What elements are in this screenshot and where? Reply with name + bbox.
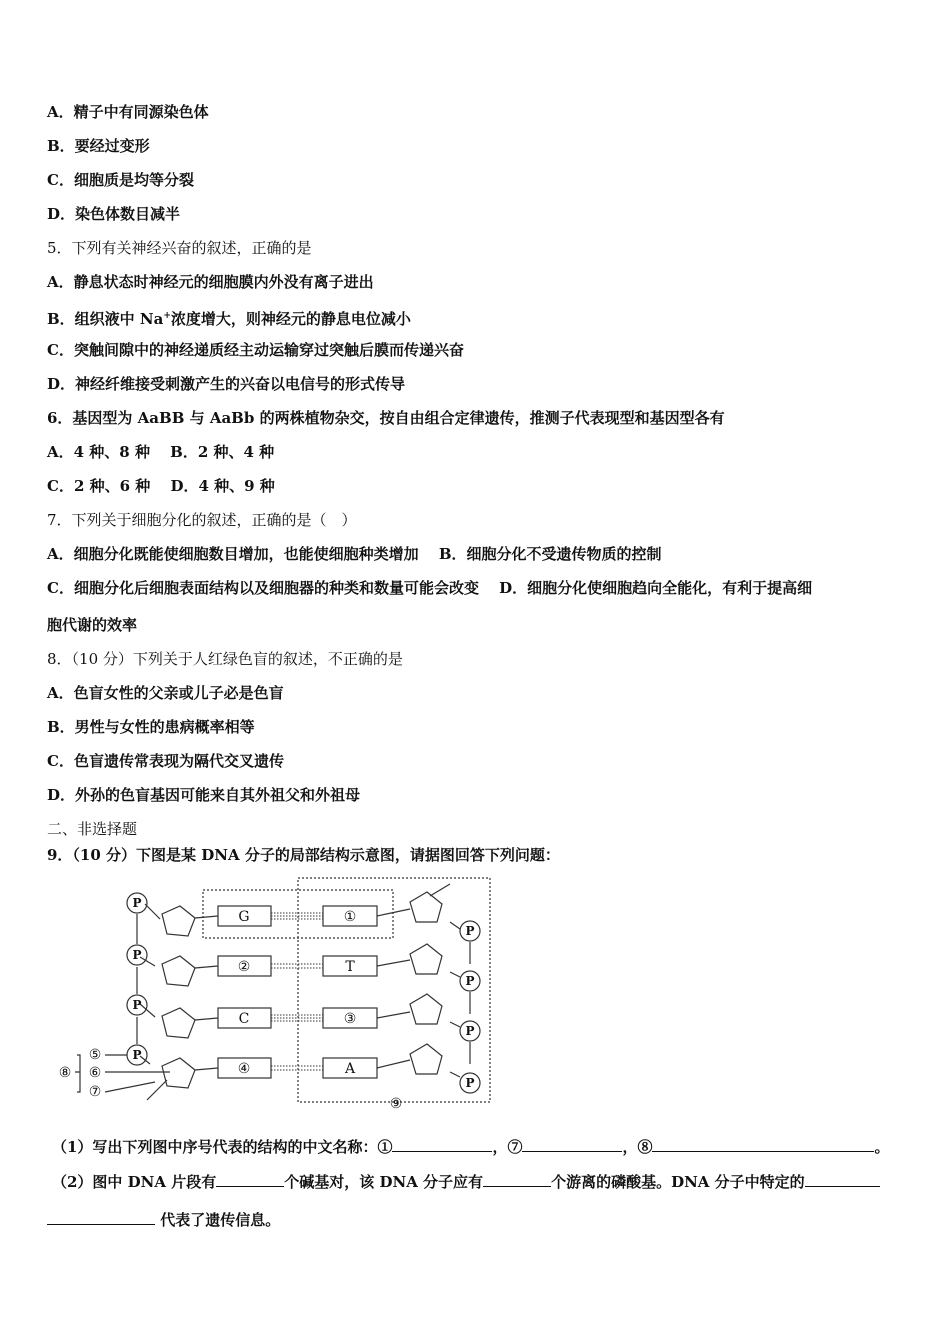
deoxyribose-right-1	[410, 892, 442, 922]
base-label-right: ③	[343, 1011, 357, 1027]
q8-option-b: B．男性与女性的患病概率相等	[47, 718, 255, 736]
label-seven: ⑦	[88, 1084, 102, 1100]
q4-option-c: C．细胞质是均等分裂	[47, 171, 194, 189]
deoxyribose-left-4	[162, 1058, 195, 1088]
deoxyribose-right-2	[410, 944, 442, 974]
blank-specific-cont[interactable]	[47, 1210, 155, 1225]
q8-option-c: C．色盲遗传常表现为隔代交叉遗传	[47, 752, 284, 770]
q7-options-ab: A．细胞分化既能使细胞数目增加，也能使细胞种类增加 B．细胞分化不受遗传物质的控制	[47, 545, 662, 563]
q8-stem: 8．（10 分）下列关于人红绿色盲的叙述，不正确的是	[47, 650, 403, 668]
blank-phosphate[interactable]	[483, 1172, 551, 1187]
q9-part1: （1）写出下列图中序号代表的结构的中文名称：① ，⑦ ，⑧ 。	[52, 1138, 890, 1156]
label-five: ⑤	[88, 1047, 102, 1063]
deoxyribose-left-1	[162, 906, 195, 936]
q4-option-b: B．要经过变形	[47, 137, 150, 155]
phosphate-label: P	[132, 896, 142, 910]
q5-stem: 5．下列有关神经兴奋的叙述，正确的是	[47, 239, 312, 257]
deoxyribose-left-2	[162, 956, 195, 986]
phosphate-label: P	[465, 1024, 475, 1038]
q9-part2: （2）图中 DNA 片段有 个碱基对，该 DNA 分子应有 个游离的磷酸基。DNA 分子中特定的	[52, 1172, 880, 1192]
label-nine: ⑨	[389, 1096, 403, 1112]
q9-stem: 9．（10 分）下图是某 DNA 分子的局部结构示意图，请据图回答下列问题：	[47, 846, 560, 864]
phosphate-label: P	[132, 1048, 142, 1062]
q8-option-d: D．外孙的色盲基因可能来自其外祖父和外祖母	[47, 786, 361, 804]
q5-option-d: D．神经纤维接受刺激产生的兴奋以电信号的形式传导	[47, 375, 406, 393]
q5-option-a: A．静息状态时神经元的细胞膜内外没有离子进出	[47, 273, 374, 291]
deoxyribose-right-4	[410, 1044, 442, 1074]
dna-structure-diagram	[55, 874, 505, 1114]
base-label-left: ④	[237, 1061, 251, 1077]
q9-part2-cont: 代表了遗传信息。	[47, 1210, 280, 1230]
base-label-left: C	[238, 1011, 250, 1027]
phosphate-label: P	[465, 924, 475, 938]
blank-specific[interactable]	[805, 1172, 880, 1187]
blank-7[interactable]	[522, 1137, 622, 1152]
q4-option-d: D．染色体数目减半	[47, 205, 181, 223]
q7-options-cd: C．细胞分化后细胞表面结构以及细胞器的种类和数量可能会改变 D．细胞分化使细胞趋向全能化，有利于提高细	[47, 579, 813, 597]
blank-1[interactable]	[392, 1137, 492, 1152]
base-label-right: A	[344, 1061, 356, 1077]
base-label-right: T	[345, 959, 355, 975]
phosphate-group	[127, 893, 480, 1093]
q6-options-ab: A．4 种、8 种 B．2 种、4 种	[47, 443, 275, 461]
q4-option-a: A．精子中有同源染色体	[47, 103, 209, 121]
phosphate-label: P	[132, 998, 142, 1012]
base-label-left: ②	[237, 959, 251, 975]
q5-option-b: B．组织液中 Na+浓度增大，则神经元的静息电位减小	[47, 310, 411, 328]
q6-stem: 6．基因型为 AaBB 与 AaBb 的两株植物杂交，按自由组合定律遗传，推测子代表现型和基因型各有	[47, 409, 725, 427]
blank-base-pairs[interactable]	[216, 1172, 284, 1187]
q7-options-cd-cont: 胞代谢的效率	[47, 616, 138, 634]
dashed-box-nine	[298, 878, 490, 1102]
base-label-right: ①	[343, 909, 357, 925]
base-label-left: G	[238, 909, 250, 925]
phosphate-label: P	[132, 948, 142, 962]
q7-stem: 7．下列关于细胞分化的叙述，正确的是（ ）	[47, 511, 357, 529]
label-eight: ⑧	[58, 1065, 72, 1081]
blank-8[interactable]	[652, 1137, 874, 1152]
label-six: ⑥	[88, 1065, 102, 1081]
q6-options-cd: C．2 种、6 种 D．4 种、9 种	[47, 477, 275, 495]
phosphate-label: P	[465, 1076, 475, 1090]
phosphate-label: P	[465, 974, 475, 988]
deoxyribose-left-3	[162, 1008, 195, 1038]
q5-option-c: C．突触间隙中的神经递质经主动运输穿过突触后膜而传递兴奋	[47, 341, 464, 359]
section-heading: 二、非选择题	[47, 820, 138, 838]
deoxyribose-right-3	[410, 994, 442, 1024]
q8-option-a: A．色盲女性的父亲或儿子必是色盲	[47, 684, 284, 702]
